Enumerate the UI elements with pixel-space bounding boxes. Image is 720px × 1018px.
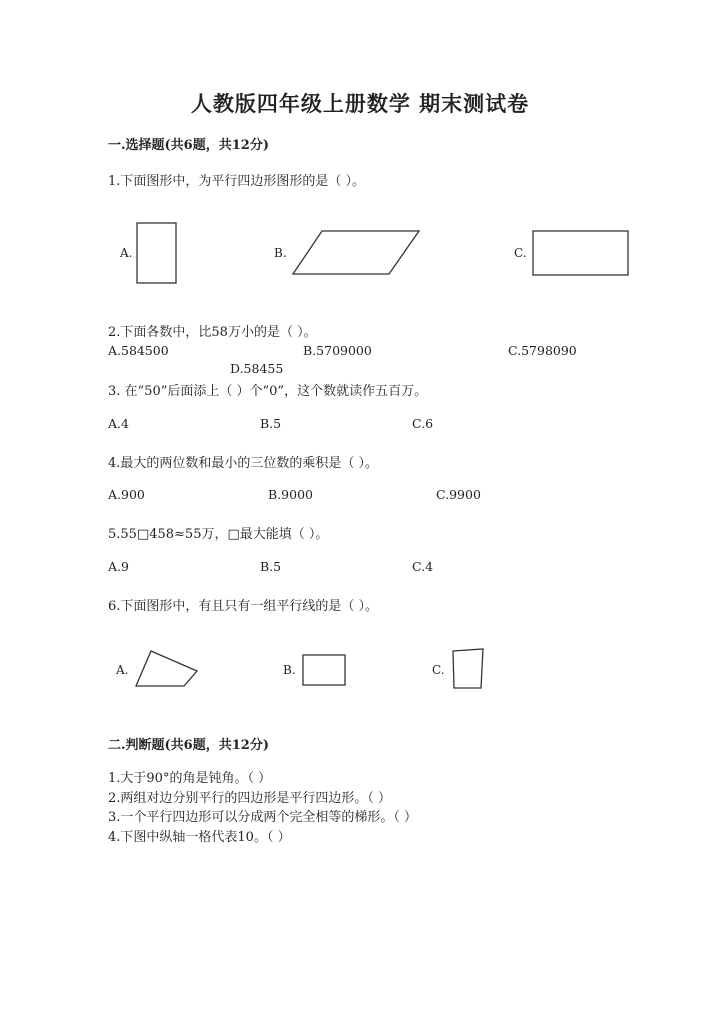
q3-option-b: B.5 [260,416,282,431]
q3-option-c: C.6 [412,416,434,431]
q2-option-c: C.5798090 [508,343,577,358]
q6-rectangle-figure [302,654,347,687]
q5-option-b: B.5 [260,559,282,574]
q4-option-b: B.9000 [268,487,313,502]
question-6: 6.下面图形中，有且只有一组平行线的是（ ）。 [108,599,379,614]
judgement-item-4: 4.下图中纵轴一格代表10。（ ） [108,830,291,845]
q6-label-a: A. [116,663,129,677]
question-5: 5.55□458≈55万，□最大能填（ ）。 [108,527,329,542]
question-2: 2.下面各数中，比58万小的是（ ）。 [108,325,317,340]
q5-option-a: A.9 [108,559,129,574]
page-title: 人教版四年级上册数学 期末测试卷 [190,91,530,116]
q1-label-a: A. [120,246,133,260]
q4-option-c: C.9900 [436,487,481,502]
judgement-item-2: 2.两组对边分别平行的四边形是平行四边形。（ ） [108,791,392,806]
q6-irregular-quadrilateral-figure [135,650,199,688]
q3-option-a: A.4 [108,416,129,431]
q1-label-b: B. [274,246,287,260]
question-1: 1.下面图形中，为平行四边形图形的是（ ）。 [108,174,366,189]
q2-option-b: B.5709000 [303,343,372,358]
q2-option-d: D.58455 [230,361,284,376]
q6-label-c: C. [432,663,445,677]
section-heading-judgement: 二.判断题(共6题，共12分) [108,738,269,753]
question-3: 3. 在“50”后面添上（ ）个“0”，这个数就读作五百万。 [108,384,428,399]
q4-option-a: A.900 [108,487,145,502]
q1-rectangle-tall-figure [136,222,178,284]
q6-label-b: B. [283,663,296,677]
q1-rectangle-wide-figure [532,230,630,277]
judgement-item-3: 3.一个平行四边形可以分成两个完全相等的梯形。（ ） [108,810,418,825]
q5-option-c: C.4 [412,559,434,574]
section-heading-choice: 一.选择题(共6题，共12分) [108,138,269,153]
q1-label-c: C. [514,246,527,260]
q6-trapezoid-figure [452,648,486,690]
judgement-item-1: 1.大于90°的角是钝角。（ ） [108,771,272,786]
q1-parallelogram-figure [292,229,422,277]
question-4: 4.最大的两位数和最小的三位数的乘积是（ ）。 [108,456,379,471]
q2-option-a: A.584500 [108,343,169,358]
